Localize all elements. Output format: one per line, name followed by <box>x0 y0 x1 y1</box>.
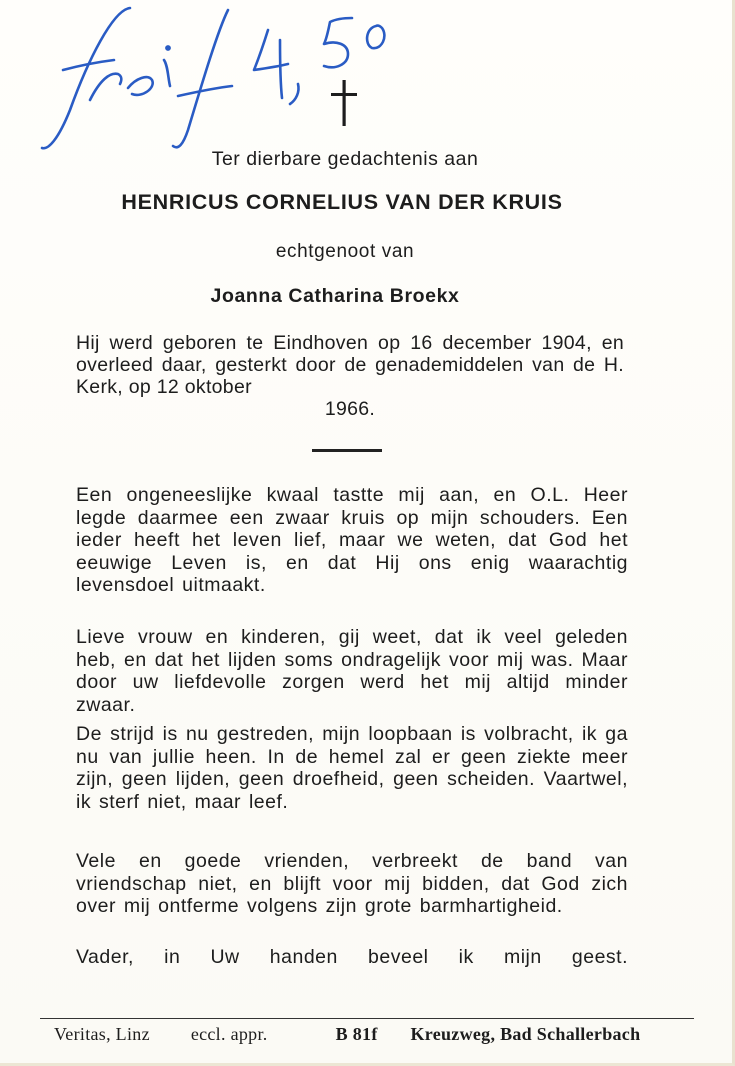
footer-approval: eccl. appr. <box>190 1024 268 1044</box>
deceased-name: HENRICUS CORNELIUS VAN DER KRUIS <box>121 190 563 214</box>
spouse-name: Joanna Catharina Broekx <box>210 285 460 307</box>
spouse-label: echtgenoot van <box>275 241 415 262</box>
dedication-intro: Ter dierbare gedachtenis aan <box>211 148 479 170</box>
footer-rule <box>40 1018 694 1019</box>
footer-number: B 81f <box>335 1024 378 1044</box>
cross-icon <box>329 80 359 126</box>
paragraph-family: Lieve vrouw en kinderen, gij weet, dat ik veel geleden heb, en dat het lijden soms ondragelijk voor mij was. Maar door uw liefdevolle zorgen werd het mij altijd minder zwaar. <box>76 626 628 716</box>
biography <box>76 332 624 420</box>
paragraph-friends: Vele en goede vrienden, verbreekt de band van vriendschap niet, en blijft voor mij bidden, dat God zich over mij ontferme volgens zijn grote barmhartigheid. <box>76 850 628 918</box>
paragraph-farewell: De strijd is nu gestreden, mijn loopbaan is volbracht, ik ga nu van jullie heen. In de hemel zal er geen ziekte meer zijn, geen lijden, geen droefheid, geen scheiden. Vaartwel, ik sterf niet, maar leef. <box>76 723 628 813</box>
section-divider <box>312 449 382 452</box>
footer-series: Kreuzweg, Bad Schallerbach <box>410 1024 641 1044</box>
biography-text: Hij werd geboren te Eindhoven op 16 december 1904, en overleed daar, gesterkt door de genademiddelen van de H. Kerk, op 12 oktober <box>76 332 624 398</box>
paragraph-prayer: Vader, in Uw handen beveel ik mijn geest. <box>76 946 628 968</box>
paragraph-illness: Een ongeneeslijke kwaal tastte mij aan, en O.L. Heer legde daarmee een zwaar kruis op mijn schouders. Een ieder heeft het leven lief, maar we weten, dat God het eeuwige Leven is, en dat Hij ons enig waarachtig levensdoel uitmaakt. <box>76 484 628 597</box>
footer-publisher: Veritas, Linz <box>54 1024 150 1044</box>
publisher-footer <box>54 1024 694 1045</box>
death-year: 1966. <box>324 398 376 420</box>
